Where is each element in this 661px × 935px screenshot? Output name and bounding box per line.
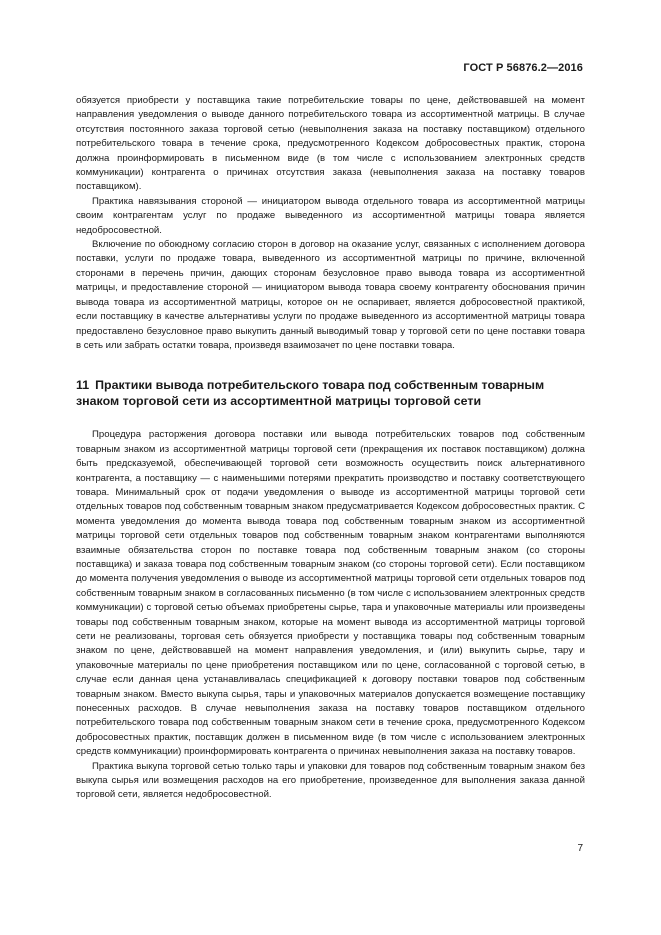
paragraph: Практика навязывания стороной — инициатором вывода отдельного товара из ассортиментной матрицы своим контрагентам услуг по продаже выведенного из ассортиментной матрицы товара является недобросовестной. xyxy=(76,195,585,236)
paragraph: обязуется приобрести у поставщика такие потребительские товары по цене, действовавшей на момент направления уведомления о выводе данного потребительского товара из ассортиментной матрицы. В случае отсутствия постоянного заказа торговой сетью (невыполнения заказа на поставку поставщиком) отдельного потребительского товара в течение срока, предусмотренного Кодексом добросовестных практик, сторона должна проинформировать в письменном виде (в том числе с использованием электронных средств коммуникации) контрагента о причинах отсутствия заказа (невыполнения заказа на поставку товаров поставщиком). xyxy=(76,95,585,193)
document-number: ГОСТ Р 56876.2—2016 xyxy=(463,62,583,74)
page-number: 7 xyxy=(577,843,583,854)
section-heading xyxy=(76,377,585,409)
paragraph: Включение по обоюдному согласию сторон в договор на оказание услуг, связанных с исполнением договора поставки, услуги по продаже товара, выведенного из ассортиментной матрицы по причине, включенной сторонами в перечень причин, дающих сторонам безусловное право вывода товара из ассортиментной матрицы, и предоставление стороной — инициатором вывода товара своему контрагенту обоснования причин вывода товара из ассортиментной матрицы, которое он не оспаривает, является добросовестной практикой, если поставщику в качестве альтернативы услуги по продаже выведенного из ассортиментной матрицы товара предоставлено безусловное право выкупить данный выводимый товар у торговой сети по цене поставки товара в сеть или забрать остатки товара, произведя взаимозачет по цене поставки товара. xyxy=(76,239,585,351)
page-content xyxy=(76,94,585,803)
paragraph: Процедура расторжения договора поставки или вывода потребительских товаров под собственным товарным знаком из ассортиментной матрицы торговой сети (прекращения их поставок поставщиком) должна быть предсказуемой, обеспечивающей торговой сети возможность осуществить поиск альтернативного контрагента, а поставщику — с наименьшими потерями прекратить производство и поставку соответствующего товара. Минимальный срок от подачи уведомления о выводе из ассортиментной матрицы торговой сети отдельных товаров под собственным товарным знаком предусматривается Кодексом добросовестных практик. С момента уведомления до момента вывода товара под собственным товарным знаком из ассортиментной матрицы торговой сети отдельных товаров под собственным товарным знаком контрагентами выполняются взаимные обязательства сторон по поставке товара под собственным товарным знаком (со стороны поставщика) и заказа товара под собственным товарным знаком (со стороны торговой сети). Если поставщиком до момента получения уведомления о выводе из ассортиментной матрицы торговой сети отдельных товаров под собственным товарным знаком в согласованных письменно (в том числе с использованием электронных средств коммуникации) с торговой сетью объемах приобретены сырье, тара и упаковочные материалы или произведены товары под собственным товарным знаком, которые на момент вывода из ассортиментной матрицы торговой сети не реализованы, торговая сеть обязуется приобрести у поставщика товары под собственным товарным знаком по цене, действовавшей на момент направления уведомления, и (или) выкупить сырье, тару и упаковочные материалы по цене приобретения поставщиком или по цене, согласованной с торговой сетью, в случае если данная цена устанавливалась спецификацией к договору поставки товаров под собственным товарным знаком. Вместо выкупа сырья, тары и упаковочных материалов допускается возмещение поставщику понесенных расходов. В случае невыполнения заказа на поставку товаров поставщиком отдельного потребительского товара под собственным товарным знаком сети в течение срока, предусмотренного Кодексом добросовестных практик, поставщик должен в письменном виде (в том числе с использованием электронных средств коммуникации) проинформировать контрагента о причинах невыполнения заказа на поставку товаров. xyxy=(76,429,585,758)
section-number: 11 xyxy=(76,378,90,393)
paragraph: Практика выкупа торговой сетью только тары и упаковки для товаров под собственным товарным знаком без выкупа сырья или возмещения расходов на его приобретение, произведенное для выполнения заказа данной торговой сети, является недобросовестной. xyxy=(76,760,585,801)
section-title: Практики вывода потребительского товара под собственным товарным знаком торговой сети из ассортиментной матрицы торговой сети xyxy=(76,378,545,409)
